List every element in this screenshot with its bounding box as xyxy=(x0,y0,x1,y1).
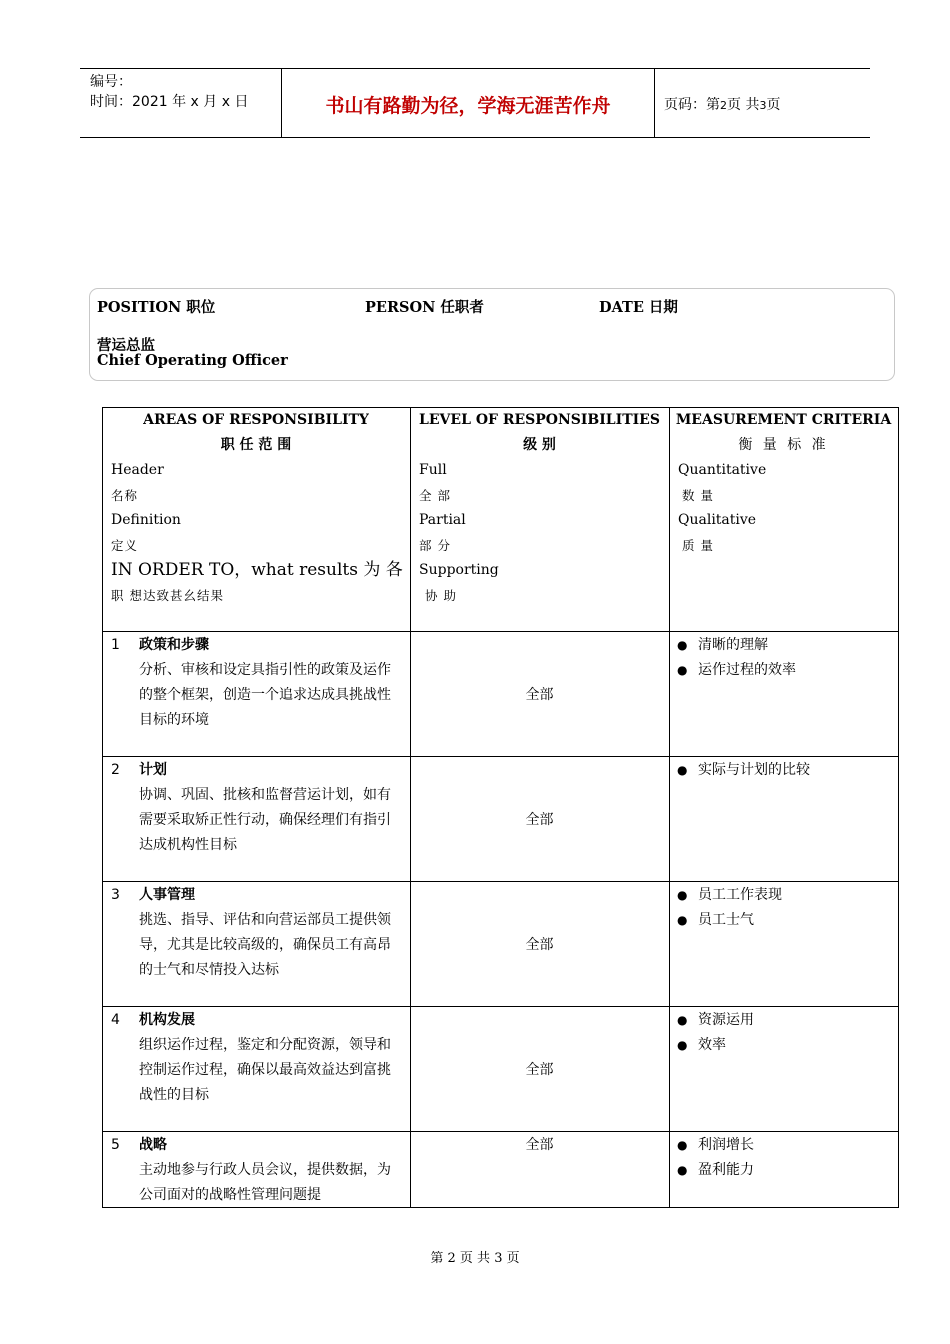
column-divider xyxy=(669,407,670,1208)
table-border xyxy=(102,407,103,1208)
criteria-text: 实际与计划的比较 xyxy=(698,762,810,778)
legend-item: Definition xyxy=(111,512,181,528)
row-criteria xyxy=(670,1133,895,1183)
row-level: 全部 xyxy=(525,1062,554,1078)
row-level: 全部 xyxy=(525,937,554,953)
position-box xyxy=(89,288,895,381)
areas-legend xyxy=(111,458,403,608)
table-row xyxy=(111,633,401,733)
serial-label: 编号： xyxy=(90,74,132,90)
criteria-item xyxy=(670,883,895,908)
legend-item: 部 分 xyxy=(419,538,451,553)
person-label: PERSON 任职者 xyxy=(365,299,484,316)
bullet-icon: ● xyxy=(677,1038,688,1052)
row-level: 全部 xyxy=(525,1137,554,1153)
row-divider xyxy=(102,1131,899,1132)
table-row xyxy=(111,1008,401,1108)
criteria-text: 运作过程的效率 xyxy=(698,662,796,678)
row-criteria xyxy=(670,1008,895,1058)
criteria-text: 资源运用 xyxy=(698,1012,754,1028)
row-level: 全部 xyxy=(525,687,554,703)
col-header-areas-cn: 职 任 范 围 xyxy=(220,437,292,453)
legend-item: Full xyxy=(419,462,447,478)
criteria-text: 盈利能力 xyxy=(698,1162,754,1178)
row-title xyxy=(111,883,401,908)
page-current: 2 xyxy=(720,99,727,112)
criteria-item xyxy=(670,1133,895,1158)
row-number: 3 xyxy=(111,887,120,903)
criteria-item xyxy=(670,908,895,933)
table-border xyxy=(898,407,899,1208)
criteria-legend xyxy=(678,458,893,558)
criteria-item xyxy=(670,1033,895,1058)
page-footer: 第 2 页 共 3 页 xyxy=(430,1251,520,1266)
page-suffix: 页 xyxy=(766,97,781,113)
bullet-icon: ● xyxy=(677,1013,688,1027)
bullet-icon: ● xyxy=(677,913,688,927)
criteria-text: 清晰的理解 xyxy=(698,637,768,653)
row-description: 协调、巩固、批核和监督营运计划，如有需要采取矫正性行动，确保经理们有指引达成机构性目标 xyxy=(139,787,391,853)
position-title-en: Chief Operating Officer xyxy=(97,352,288,369)
row-title-text: 机构发展 xyxy=(139,1012,195,1028)
row-title xyxy=(111,758,401,783)
bullet-icon: ● xyxy=(677,1163,688,1177)
legend-order-line: 职 想达致甚幺结果 xyxy=(111,588,224,603)
row-divider xyxy=(102,756,899,757)
bullet-icon: ● xyxy=(677,763,688,777)
row-criteria xyxy=(670,883,895,933)
row-number: 5 xyxy=(111,1137,120,1153)
legend-item: 定义 xyxy=(111,538,139,553)
legend-item: 名称 xyxy=(111,488,139,503)
time-label: 时间：2021 年 x 月 x 日 xyxy=(90,94,249,110)
date-label: DATE 日期 xyxy=(599,299,678,316)
col-header-criteria-cn: 衡 量 标 准 xyxy=(738,437,829,453)
criteria-item xyxy=(670,758,895,783)
row-title-text: 政策和步骤 xyxy=(139,637,209,653)
row-description: 分析、审核和设定具指引性的政策及运作的整个框架，创造一个追求达成具挑战性目标的环境 xyxy=(139,662,391,728)
row-number: 4 xyxy=(111,1012,120,1028)
row-level: 全部 xyxy=(525,812,554,828)
criteria-item xyxy=(670,1158,895,1183)
row-title xyxy=(111,1133,401,1158)
page-prefix: 页码：第 xyxy=(664,97,720,113)
page-indicator xyxy=(664,94,780,114)
page-total: 3 xyxy=(759,99,767,112)
row-description: 主动地参与行政人员会议，提供数据，为公司面对的战略性管理问题提 xyxy=(139,1162,391,1203)
page-mid: 页 共 xyxy=(727,97,760,113)
bullet-icon: ● xyxy=(677,888,688,902)
table-row xyxy=(111,883,401,983)
legend-item: 协 助 xyxy=(425,588,457,603)
criteria-text: 员工士气 xyxy=(698,912,754,928)
col-header-level xyxy=(410,408,669,458)
row-title-text: 计划 xyxy=(139,762,167,778)
legend-order-line: IN ORDER TO，what results 为 各 xyxy=(111,560,403,580)
row-criteria xyxy=(670,633,895,683)
table-row xyxy=(111,1133,401,1208)
col-header-areas-en: AREAS OF RESPONSIBILITY xyxy=(143,412,369,428)
header-motto: 书山有路勤为径，学海无涯苦作舟 xyxy=(325,95,611,117)
position-label: POSITION 职位 xyxy=(97,299,216,316)
row-title xyxy=(111,1008,401,1033)
legend-item: Quantitative xyxy=(678,462,767,478)
col-header-level-en: LEVEL OF RESPONSIBILITIES xyxy=(419,412,660,428)
row-divider xyxy=(102,881,899,882)
bullet-icon: ● xyxy=(677,663,688,677)
col-header-areas xyxy=(102,408,410,458)
criteria-item xyxy=(670,633,895,658)
bullet-icon: ● xyxy=(677,1138,688,1152)
row-criteria xyxy=(670,758,895,783)
legend-item: Partial xyxy=(419,512,466,528)
row-description: 组织运作过程，鉴定和分配资源，领导和控制运作过程，确保以最高效益达到富挑战性的目标 xyxy=(139,1037,391,1103)
position-title-cn: 营运总监 xyxy=(97,337,155,354)
criteria-item xyxy=(670,1008,895,1033)
col-header-level-cn: 级 别 xyxy=(523,437,556,453)
legend-item: Header xyxy=(111,462,164,478)
page-header xyxy=(80,68,870,138)
row-title-text: 人事管理 xyxy=(139,887,195,903)
criteria-item xyxy=(670,658,895,683)
row-number: 2 xyxy=(111,762,120,778)
legend-item: 质 量 xyxy=(682,538,714,553)
legend-item: Supporting xyxy=(419,562,499,578)
legend-item: 全 部 xyxy=(419,488,451,503)
criteria-text: 员工工作表现 xyxy=(698,887,782,903)
level-legend xyxy=(419,458,659,608)
row-divider xyxy=(102,631,899,632)
header-divider xyxy=(654,69,655,137)
responsibility-table xyxy=(102,407,899,1208)
row-title-text: 战略 xyxy=(139,1137,167,1153)
criteria-text: 利润增长 xyxy=(698,1137,754,1153)
row-description: 挑选、指导、评估和向营运部员工提供领导，尤其是比较高级的，确保员工有高昂的士气和尽情投入达标 xyxy=(139,912,391,978)
row-number: 1 xyxy=(111,637,120,653)
row-divider xyxy=(102,1006,899,1007)
row-title xyxy=(111,633,401,658)
legend-item: 数 量 xyxy=(682,488,714,503)
legend-item: Qualitative xyxy=(678,512,757,528)
col-header-criteria xyxy=(669,408,898,458)
bullet-icon: ● xyxy=(677,638,688,652)
col-header-criteria-en: MEASUREMENT CRITERIA xyxy=(675,412,892,428)
table-row xyxy=(111,758,401,858)
criteria-text: 效率 xyxy=(698,1037,726,1053)
